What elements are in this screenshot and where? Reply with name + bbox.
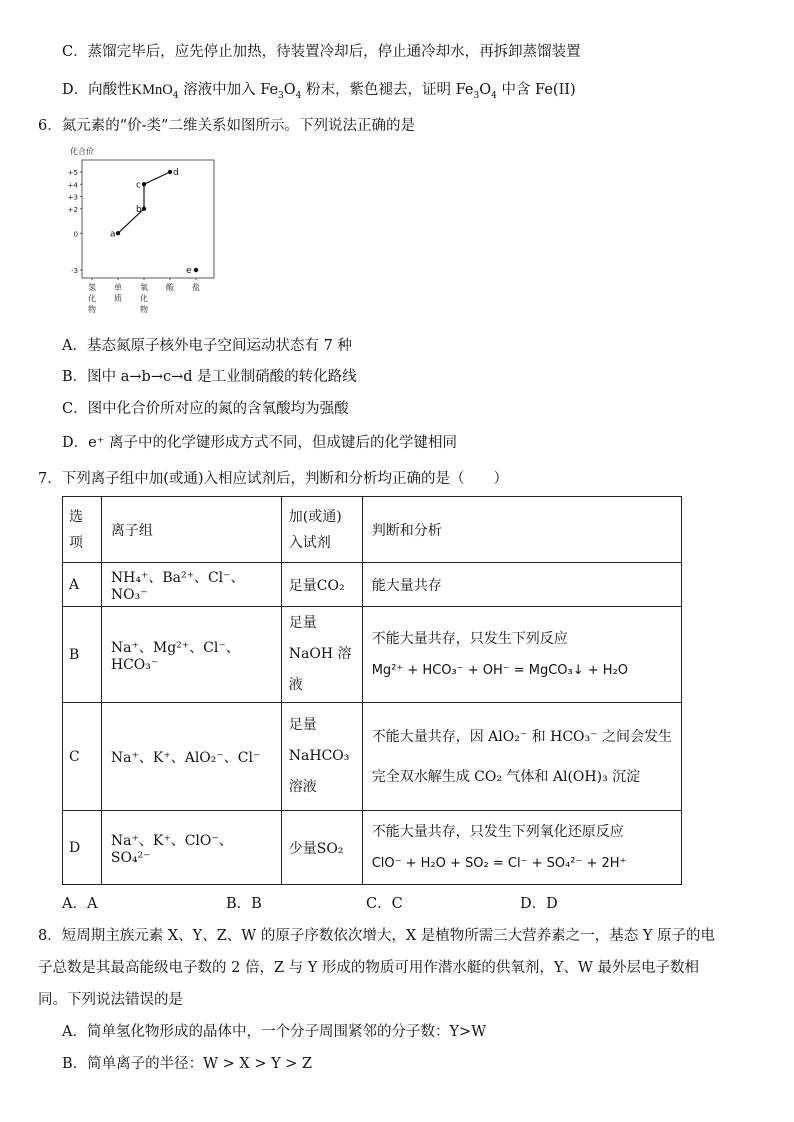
point-d [168,170,172,174]
y-tick-label: +4 [68,181,78,190]
valence-class-svg [68,146,218,324]
table-row [63,811,682,885]
x-tick-label: 酸 [166,283,174,292]
plot-frame [82,160,214,278]
row-c-reagent: 足量 NaHCO₃ 溶液 [281,703,362,811]
y-tick-label: +2 [68,205,78,214]
q5-option-d: D．向酸性KMnO$_4$ 溶液中加入 $Fe_3O_4$ 粉末，紫色褪去，证明 $Fe_3O_4$ 中含 Fe(II) [62,82,576,101]
row-b-analysis: 不能大量共存，只发生下列反应 Mg²⁺ + HCO₃⁻ + OH⁻ = MgCO₃↓ + H₂O [362,607,681,703]
point-label-c: c [136,180,141,191]
point-label-a: a [110,229,116,240]
valence-class-chart [68,146,218,324]
y-tick-label: +3 [68,193,78,202]
x-tick-label: 化 [140,294,148,303]
row-b-option: B [63,607,102,703]
table-row [63,703,682,811]
row-a-option: A [63,563,102,607]
row-c-ions: Na⁺、K⁺、AlO₂⁻、Cl⁻ [101,703,281,811]
x-tick-label: 单 [114,283,122,292]
row-a-reagent: 足量CO₂ [281,563,362,607]
x-tick-label: 物 [140,305,148,314]
row-d-ions: Na⁺、K⁺、ClO⁻、SO₄²⁻ [101,811,281,885]
row-c-option: C [63,703,102,811]
point-b [142,207,146,211]
q5-option-c: C．蒸馏完毕后，应先停止加热，待装置冷却后，停止通冷却水，再拆卸蒸馏装置 [62,44,581,60]
q6-option-b: B．图中 a→b→c→d 是工业制硝酸的转化路线 [62,369,357,385]
x-tick-label: 质 [114,294,122,303]
q8-stem-line2: 子总数是其最高能级电子数的 2 倍，Z 与 Y 形成的物质可用作潜水艇的供氧剂，Y、W 最外层电子数相 [38,960,699,976]
row-b-reagent: 足量 NaOH 溶 液 [281,607,362,703]
row-d-option: D [63,811,102,885]
row-c-analysis: 不能大量共存，因 AlO₂⁻ 和 HCO₃⁻ 之间会发生 完全双水解生成 CO₂ 气体和 Al(OH)₃ 沉淀 [362,703,681,811]
x-tick-label: 化 [88,294,96,303]
q7-table [62,496,682,885]
header-analysis: 判断和分析 [362,497,681,563]
q7-answer-a: A．A [62,896,98,912]
q6-option-d: D．e⁺ 离子中的化学键形成方式不同，但成键后的化学键相同 [62,435,457,451]
q8-stem-line1: 8．短周期主族元素 X、Y、Z、W 的原子序数依次增大，X 是植物所需三大营养素之一，基态 Y 原子的电 [38,928,716,944]
q8-option-a: A．简单氢化物形成的晶体中，一个分子周围紧邻的分子数：Y>W [62,1024,487,1040]
x-tick-label: 氢 [88,283,96,292]
header-ions: 离子组 [101,497,281,563]
point-e [194,268,198,272]
q6-stem: 6．氮元素的“价-类”二维关系如图所示。下列说法正确的是 [38,118,415,134]
x-tick-label: 氧 [140,283,148,292]
q7-stem: 7．下列离子组中加(或通)入相应试剂后，判断和分析均正确的是（ ） [38,471,509,487]
q7-answer-d: D．D [520,896,558,912]
q8-option-b: B．简单离子的半径：W > X > Y > Z [62,1056,313,1072]
row-b-ions: Na⁺、Mg²⁺、Cl⁻、HCO₃⁻ [101,607,281,703]
x-tick-label: 物 [88,305,96,314]
row-d-reagent: 少量SO₂ [281,811,362,885]
row-a-ions: NH₄⁺、Ba²⁺、Cl⁻、NO₃⁻ [101,563,281,607]
q7-answer-c: C．C [366,896,403,912]
y-tick-label: -3 [71,267,78,275]
q6-option-a: A．基态氮原子核外电子空间运动状态有 7 种 [62,338,352,354]
row-a-analysis: 能大量共存 [362,563,681,607]
y-tick-label: 0 [73,230,78,239]
header-reagent: 加(或通) 入试剂 [281,497,362,563]
table-row [63,563,682,607]
connector-line [144,172,170,184]
x-tick-label: 盐 [192,283,200,292]
y-tick-label: +5 [68,169,78,177]
q6-option-c: C．图中化合价所对应的氮的含氧酸均为强酸 [62,401,349,417]
row-d-analysis: 不能大量共存，只发生下列氧化还原反应 ClO⁻ + H₂O + SO₂ = Cl⁻ + SO₄²⁻ + 2H⁺ [362,811,681,885]
header-option: 选 项 [63,497,102,563]
point-label-d: d [173,168,179,178]
point-c [142,182,146,186]
point-label-b: b [136,204,142,215]
table-header-row [63,497,682,563]
table-row [63,607,682,703]
point-a [116,231,120,235]
q7-answer-b: B．B [226,896,262,912]
y-axis-label: 化合价 [70,147,94,156]
q8-stem-line3: 同。下列说法错误的是 [38,992,183,1008]
point-label-e: e [186,266,192,276]
